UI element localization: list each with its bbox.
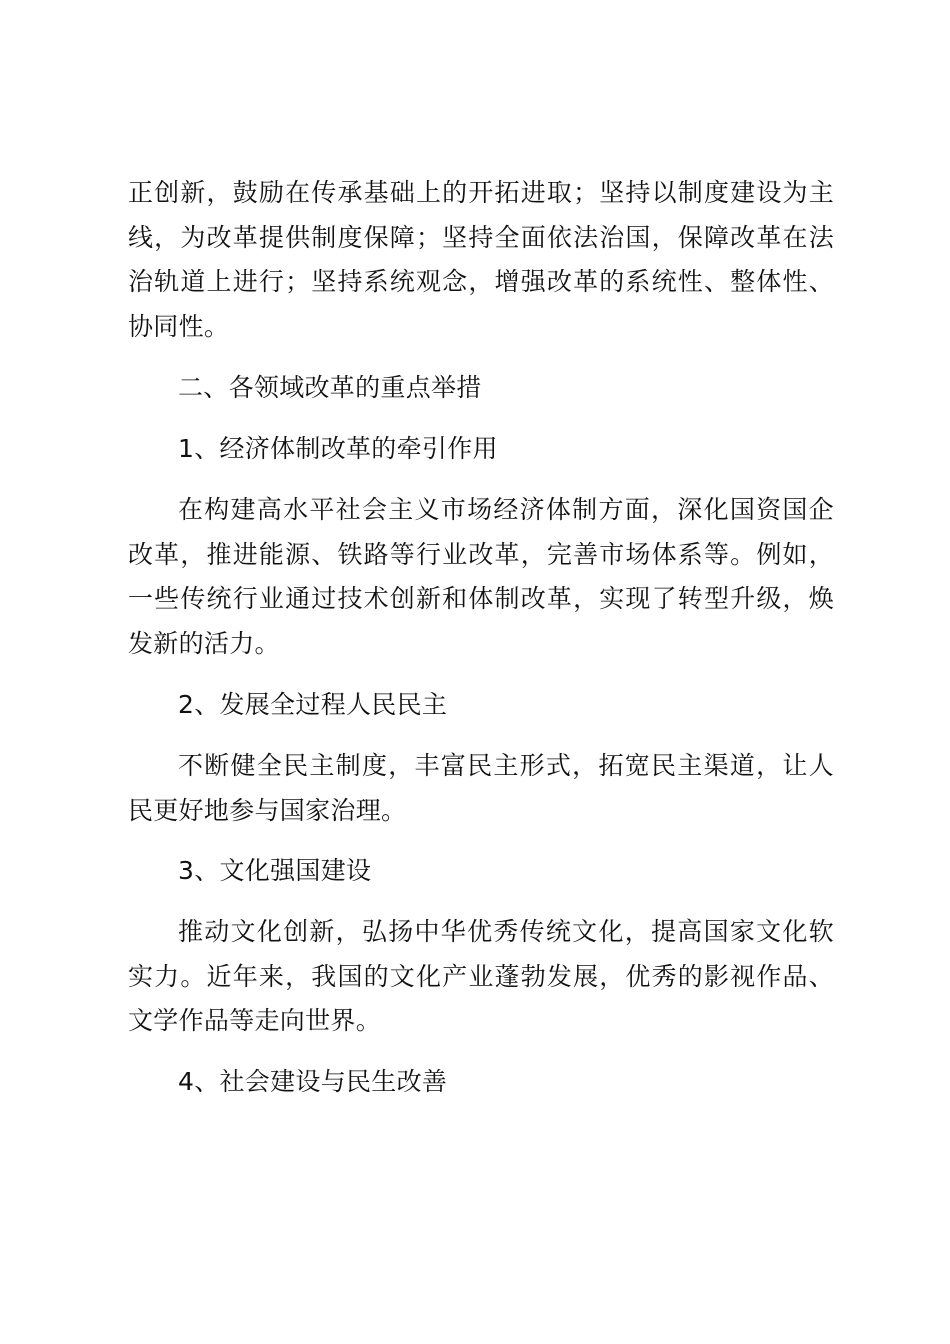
paragraph-cultural-power: 推动文化创新，弘扬中华优秀传统文化，提高国家文化软实力。近年来，我国的文化产业蓬勃发展，优秀的影视作品、文学作品等走向世界。 bbox=[128, 917, 834, 1035]
subheading-peoples-democracy: 2、发展全过程人民民主 bbox=[178, 690, 448, 719]
paragraph-economic-reform: 在构建高水平社会主义市场经济体制方面，深化国资国企改革，推进能源、铁路等行业改革，完善市场体系等。例如，一些传统行业通过技术创新和体制改革，实现了转型升级，焕发新的活力。 bbox=[128, 495, 834, 658]
paragraph-principles-continued: 正创新，鼓励在传承基础上的开拓进取；坚持以制度建设为主线，为改革提供制度保障；坚持全面依法治国，保障改革在法治轨道上进行；坚持系统观念，增强改革的系统性、整体性、协同性。 bbox=[128, 178, 834, 341]
subheading-cultural-power: 3、文化强国建设 bbox=[178, 856, 372, 885]
subheading-economic-reform: 1、经济体制改革的牵引作用 bbox=[178, 434, 498, 463]
paragraph-peoples-democracy: 不断健全民主制度，丰富民主形式，拓宽民主渠道，让人民更好地参与国家治理。 bbox=[128, 751, 834, 825]
subheading-social-livelihood: 4、社会建设与民生改善 bbox=[178, 1067, 448, 1096]
section-heading-reform-measures: 二、各领域改革的重点举措 bbox=[178, 373, 482, 402]
